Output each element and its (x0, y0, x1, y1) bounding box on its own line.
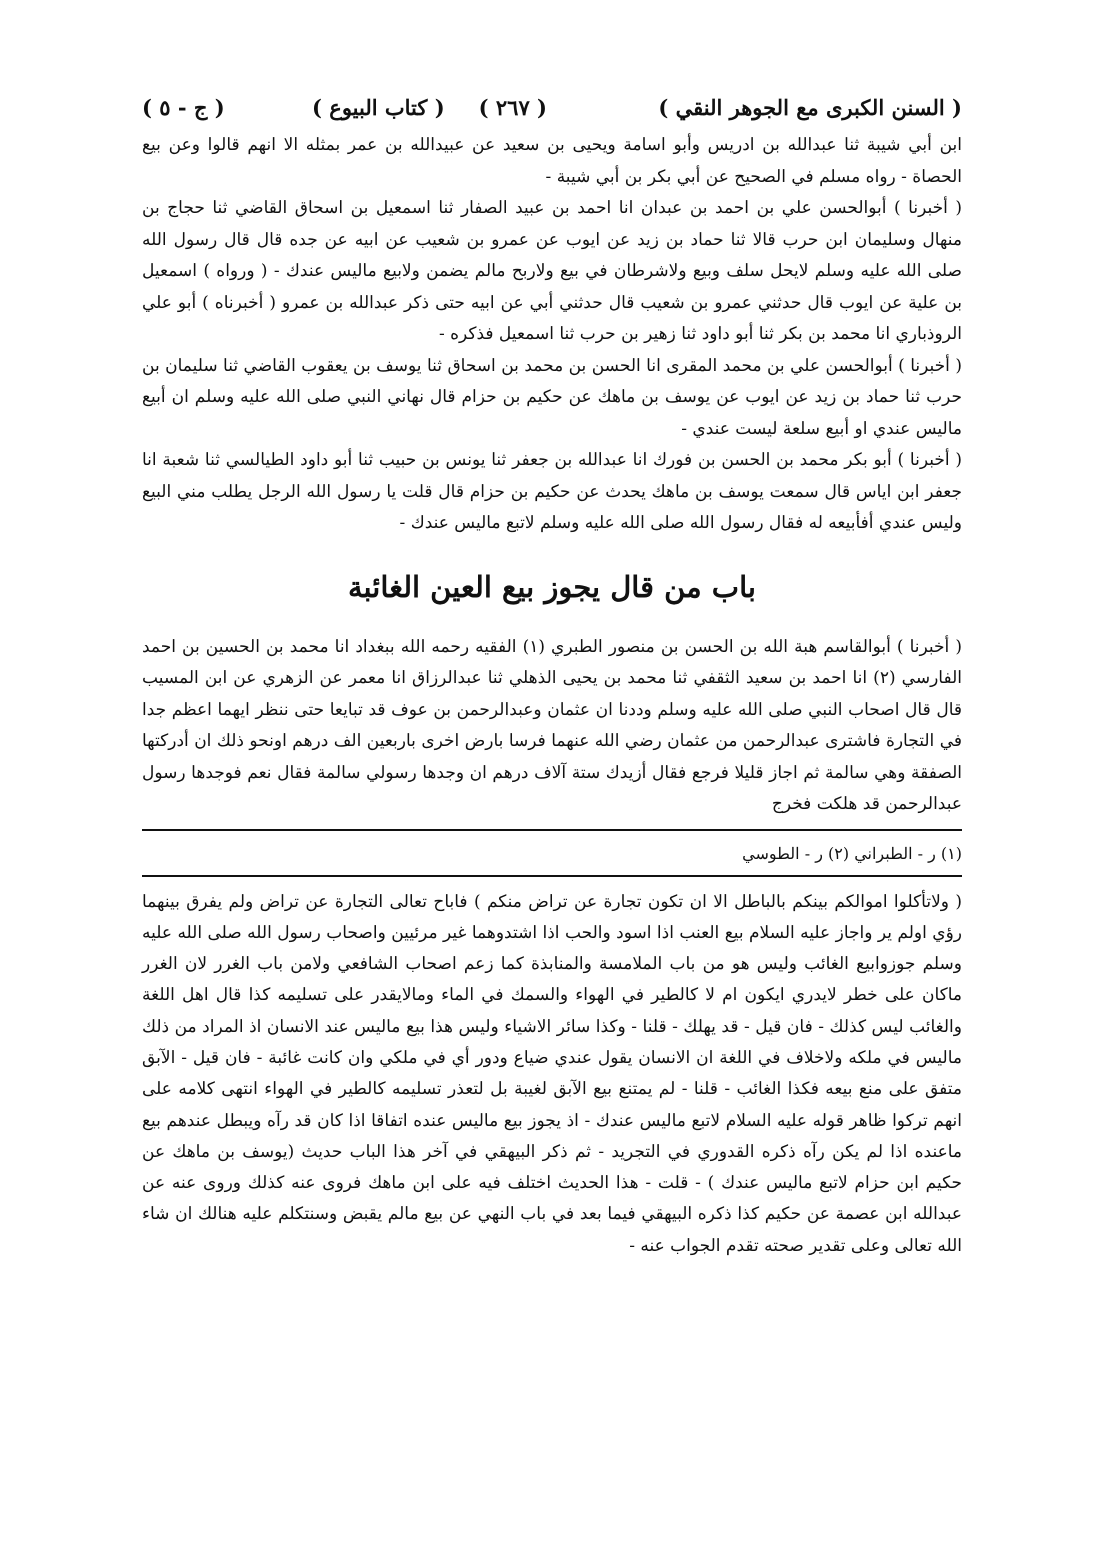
header-center (312, 95, 547, 120)
section-title: باب من قال يجوز بيع العين الغائبة (348, 569, 756, 604)
document-page (142, 88, 962, 1508)
footnote-divider (142, 829, 962, 831)
footnotes: (١) ر - الطبراني (٢) ر - الطوسي (742, 843, 962, 863)
chapter-name: ( كتاب البيوع ) (312, 94, 445, 120)
main-paragraph: ( أخبرنا ) أبوالحسن علي بن احمد بن عبدان انا احمد بن عبيد الصفار ثنا اسمعيل بن اسحاق القاضي ثنا حجاج بن منهال وسليمان ابن حرب قالا ثنا حماد بن زيد عن ايوب عن عمرو بن شعيب عن ابيه عن جده قال قال رسول الله صلى الله عليه وسلم لايحل سلف وبيع ولاشرطان في بيع ولاربح مالم يضمن ولابيع ماليس عندك - ( ورواه ) اسمعيل بن علية عن ايوب قال حدثني عمرو بن شعيب قال حدثني أبي عن ابيه حتى ذكر عبدالله بن عمرو ( أخبرناه ) أبو علي الروذباري انا محمد بن بكر ثنا أبو داود ثنا زهير بن حرب ثنا اسمعيل فذكره - (142, 198, 962, 344)
commentary (142, 875, 962, 1263)
page-number: ( ٢٦٧ ) (478, 94, 547, 120)
main-paragraph: ( أخبرنا ) أبوالحسن علي بن محمد المقرى انا الحسن بن محمد بن اسحاق ثنا يوسف بن يعقوب القاضي ثنا سليمان بن حرب ثنا حماد بن زيد عن ايوب عن يوسف بن ماهك عن حكيم بن حزام قال نهاني النبي صلى الله عليه وسلم ان أبيع ماليس عندي او أبيع سلعة ليست عندي - (142, 355, 962, 439)
main-text (142, 130, 962, 821)
main-paragraph: ( أخبرنا ) أبو بكر محمد بن الحسن بن فورك انا عبدالله بن جعفر ثنا يونس بن حبيب ثنا أبو داود الطيالسي ثنا شعبة انا جعفر ابن اياس قال سمعت يوسف بن ماهك يحدث عن حكيم بن حزام قال قلت يا رسول الله الرجل يطلب مني البيع وليس عندي أفأبيعه له فقال رسول الله صلى الله عليه وسلم لاتبع ماليس عندك - (142, 450, 962, 533)
main-paragraph: ابن أبي شيبة ثنا عبدالله بن ادريس وأبو اسامة ويحيى بن سعيد عن عبيدالله بن عمر بمثله الا انهم قالوا وعن بيع الحصاة - رواه مسلم في الصحيح عن أبي بكر بن أبي شيبة - (142, 135, 962, 187)
section-paragraph: ( أخبرنا ) أبوالقاسم هبة الله بن الحسن بن منصور الطبري (١) الفقيه رحمه الله ببغداد انا محمد بن الحسين بن احمد الفارسي (٢) انا احمد بن سعيد الثقفي ثنا محمد بن يحيى الذهلي ثنا عبدالرزاق انا معمر عن الزهري عن ابن المسيب قال قال اصحاب النبي صلى الله عليه وسلم وددنا ان عثمان وعبدالرحمن بن عوف قد تبايعا حتى ننظر ايهما اعظم جدا في التجارة فاشترى عبدالرحمن من عثمان رضي الله عنهما فرسا بارض اخرى باربعين الف درهم اونحو ذلك ان أدركتها الصفقة وهي سالمة ثم اجاز قليلا فرجع فقال أزيدك ستة آلاف درهم ان وجدها رسولي سالمة فقال نعم فوجدها رسول عبدالرحمن قد هلكت فخرج (142, 636, 962, 814)
volume-number: ( ج - ٥ ) (142, 94, 225, 120)
commentary-paragraph: ( ولاتأكلوا اموالكم بينكم بالباطل الا ان تكون تجارة عن تراض منكم ) فاباح تعالى التجارة عن تراض ولم يفرق بينهما رؤي اولم ير واجاز عليه السلام بيع العنب اذا اسود والحب اذا اشتدوهما غير مرئيين واصحاب رسول الله صلى الله عليه وسلم جوزوابيع الغائب وليس هو من باب الملامسة والمنابذة كما زعم اصحاب الشافعي ولامن باب الغرر لان الغرر ماكان على خطر لايدري ايكون ام لا كالطير في الهواء والسمك في الماء ومالايقدر على تسليمه كذا قال اهل اللغة والغائب ليس كذلك - فان قيل - قد يهلك - قلنا - وكذا سائر الاشياء وليس هذا بيع ماليس عند الانسان اذ المراد من ذلك ماليس في ملكه ولاخلاف في اللغة ان الانسان يقول عندي ضياع ودور أي في ملكي وان كانت غائبة - فان قيل - الآبق متفق على منع بيعه فكذا الغائب - قلنا - لم يمتنع بيع الآبق لغيبة بل لتعذر تسليمه كالطير في الهواء انتهى كلامه على انهم تركوا ظاهر قوله عليه السلام لاتبع ماليس عندك - اذ يجوز بيع ماليس عنده اتفاقا اذا كان قد رآه ويبطل عندهم بيع ماعنده اذا لم يكن رآه ذكره القدوري في التجريد - ثم ذكر البيهقي في آخر هذا الباب حديث (يوسف بن ماهك عن حكيم ابن حزام لاتبع ماليس عندك ) - قلت - هذا الحديث اختلف فيه على ابن ماهك فروى عنه كذلك وروى عنه عن عبدالله ابن عصمة عن حكيم كذا ذكره البيهقي فيما بعد في باب النهي عن بيع مالم يقبض وسنتكلم عليه هنالك ان شاء الله تعالى وعلى تقدير صحته تقدم الجواب عنه - (142, 891, 962, 1256)
book-title: ( السنن الكبرى مع الجوهر النقي ) (658, 94, 962, 120)
page-header (142, 88, 962, 126)
